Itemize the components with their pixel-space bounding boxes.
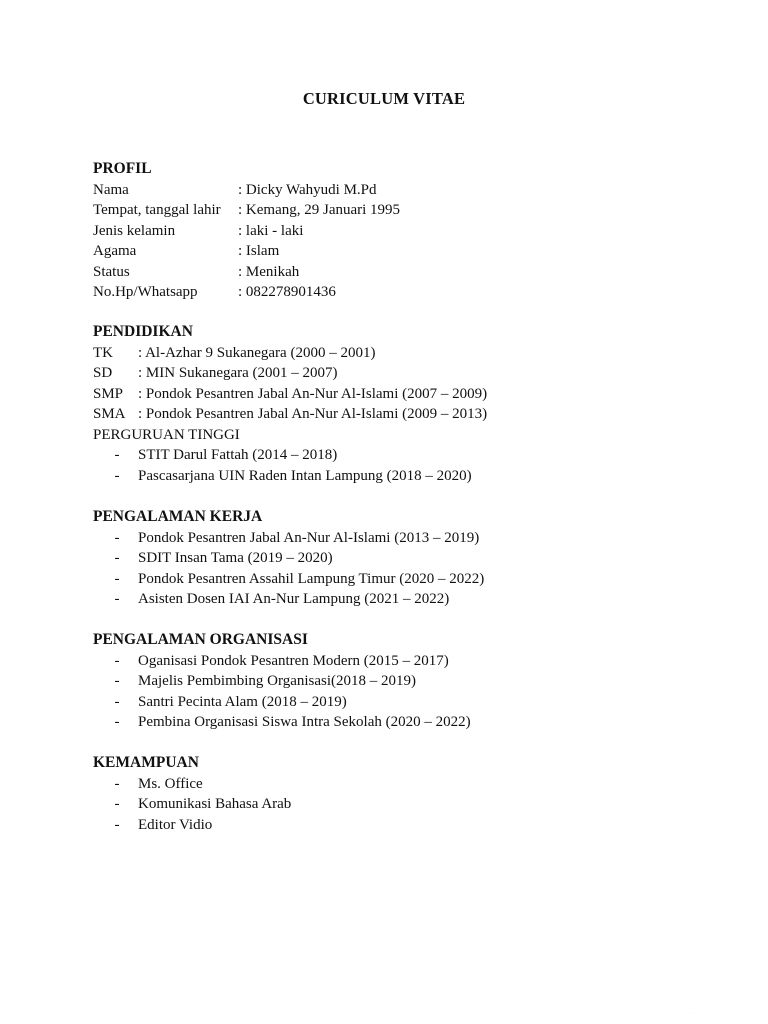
profil-value: : Dicky Wahyudi M.Pd	[238, 181, 377, 198]
list-item-text: Oganisasi Pondok Pesantren Modern (2015 – 2017)	[138, 652, 449, 669]
section-pendidikan	[93, 322, 713, 486]
pendidikan-label: SMA	[93, 406, 126, 422]
bullet-dash: -	[114, 570, 120, 587]
bullet-dash: -	[114, 775, 120, 792]
list-item	[93, 548, 713, 569]
section-heading-kemampuan: KEMAMPUAN	[93, 754, 199, 771]
pendidikan-value: : Pondok Pesantren Jabal An-Nur Al-Islami (2007 – 2009)	[138, 385, 488, 402]
bullet-dash: -	[114, 550, 120, 566]
list-item	[93, 815, 713, 836]
pendidikan-row-tk	[93, 343, 713, 364]
bullet-dash: -	[114, 467, 120, 484]
list-item-text: Asisten Dosen IAI An-Nur Lampung (2021 – 2022)	[138, 591, 450, 607]
section-heading-kerja: PENGALAMAN KERJA	[93, 508, 263, 525]
profil-label: Agama	[93, 243, 137, 259]
list-item-text: Pembina Organisasi Siswa Intra Sekolah (2020 – 2022)	[138, 714, 471, 730]
list-item	[93, 589, 713, 610]
bullet-dash: -	[114, 447, 120, 463]
list-item-text: SDIT Insan Tama (2019 – 2020)	[138, 550, 333, 566]
pendidikan-subheading: PERGURUAN TINGGI	[93, 426, 240, 443]
profil-label: Nama	[93, 181, 129, 198]
pendidikan-label: SD	[93, 365, 113, 381]
footer-watermark: · · · · ·	[690, 1011, 699, 1015]
profil-row-hp	[93, 282, 713, 303]
list-item-text: STIT Darul Fattah (2014 – 2018)	[138, 447, 338, 463]
list-item	[93, 712, 713, 733]
profil-value: : Menikah	[238, 263, 300, 280]
bullet-dash: -	[114, 816, 120, 833]
pendidikan-label: SMP	[93, 385, 124, 402]
list-item	[93, 794, 713, 815]
pendidikan-value: : MIN Sukanegara (2001 – 2007)	[138, 365, 338, 381]
pendidikan-row-smp	[93, 384, 713, 405]
section-organisasi	[93, 630, 713, 733]
section-heading-organisasi: PENGALAMAN ORGANISASI	[93, 631, 308, 648]
bullet-dash: -	[114, 591, 120, 607]
bullet-dash: -	[114, 529, 120, 546]
list-item	[93, 528, 713, 549]
profil-row-agama	[93, 241, 713, 262]
list-item-text: Majelis Pembimbing Organisasi(2018 – 2019)	[138, 673, 417, 689]
profil-row-nama	[93, 180, 713, 201]
list-item	[93, 651, 713, 672]
pendidikan-value: : Pondok Pesantren Jabal An-Nur Al-Islami (2009 – 2013)	[138, 406, 488, 422]
list-item-text: Pondok Pesantren Assahil Lampung Timur (2020 – 2022)	[138, 570, 485, 587]
profil-label: Tempat, tanggal lahir	[93, 202, 221, 218]
list-item	[93, 774, 713, 795]
profil-row-jenis-kelamin	[93, 221, 713, 242]
profil-row-ttl	[93, 200, 713, 221]
section-heading-profil: PROFIL	[93, 160, 152, 177]
profil-label: Jenis kelamin	[93, 222, 176, 239]
profil-value: : laki - laki	[238, 222, 304, 239]
list-item	[93, 466, 713, 487]
list-item	[93, 692, 713, 713]
bullet-dash: -	[114, 693, 120, 710]
section-profil	[93, 159, 713, 303]
pendidikan-row-sd	[93, 363, 713, 384]
profil-value: : 082278901436	[238, 284, 336, 300]
profil-row-status	[93, 262, 713, 283]
section-heading-pendidikan: PENDIDIKAN	[93, 323, 193, 340]
list-item-text: Pondok Pesantren Jabal An-Nur Al-Islami (2013 – 2019)	[138, 529, 480, 546]
bullet-dash: -	[114, 714, 120, 730]
bullet-dash: -	[114, 796, 120, 812]
list-item-text: Santri Pecinta Alam (2018 – 2019)	[138, 693, 347, 710]
profil-value: : Islam	[238, 243, 280, 259]
list-item	[93, 445, 713, 466]
list-item	[93, 671, 713, 692]
list-item-text: Ms. Office	[138, 775, 203, 792]
list-item-text: Editor Vidio	[138, 816, 213, 833]
bullet-dash: -	[114, 673, 120, 689]
document-title: CURICULUM VITAE	[302, 89, 466, 108]
list-item-text: Pascasarjana UIN Raden Intan Lampung (2018 – 2020)	[138, 467, 472, 484]
profil-label: Status	[93, 263, 130, 280]
pendidikan-value: : Al-Azhar 9 Sukanegara (2000 – 2001)	[138, 344, 376, 361]
profil-value: : Kemang, 29 Januari 1995	[238, 202, 401, 218]
list-item-text: Komunikasi Bahasa Arab	[138, 796, 292, 812]
list-item	[93, 569, 713, 590]
section-kerja	[93, 507, 713, 610]
bullet-dash: -	[114, 652, 120, 669]
pendidikan-label: TK	[93, 344, 113, 361]
profil-label: No.Hp/Whatsapp	[93, 284, 198, 300]
section-kemampuan	[93, 753, 713, 835]
pendidikan-row-sma	[93, 404, 713, 425]
